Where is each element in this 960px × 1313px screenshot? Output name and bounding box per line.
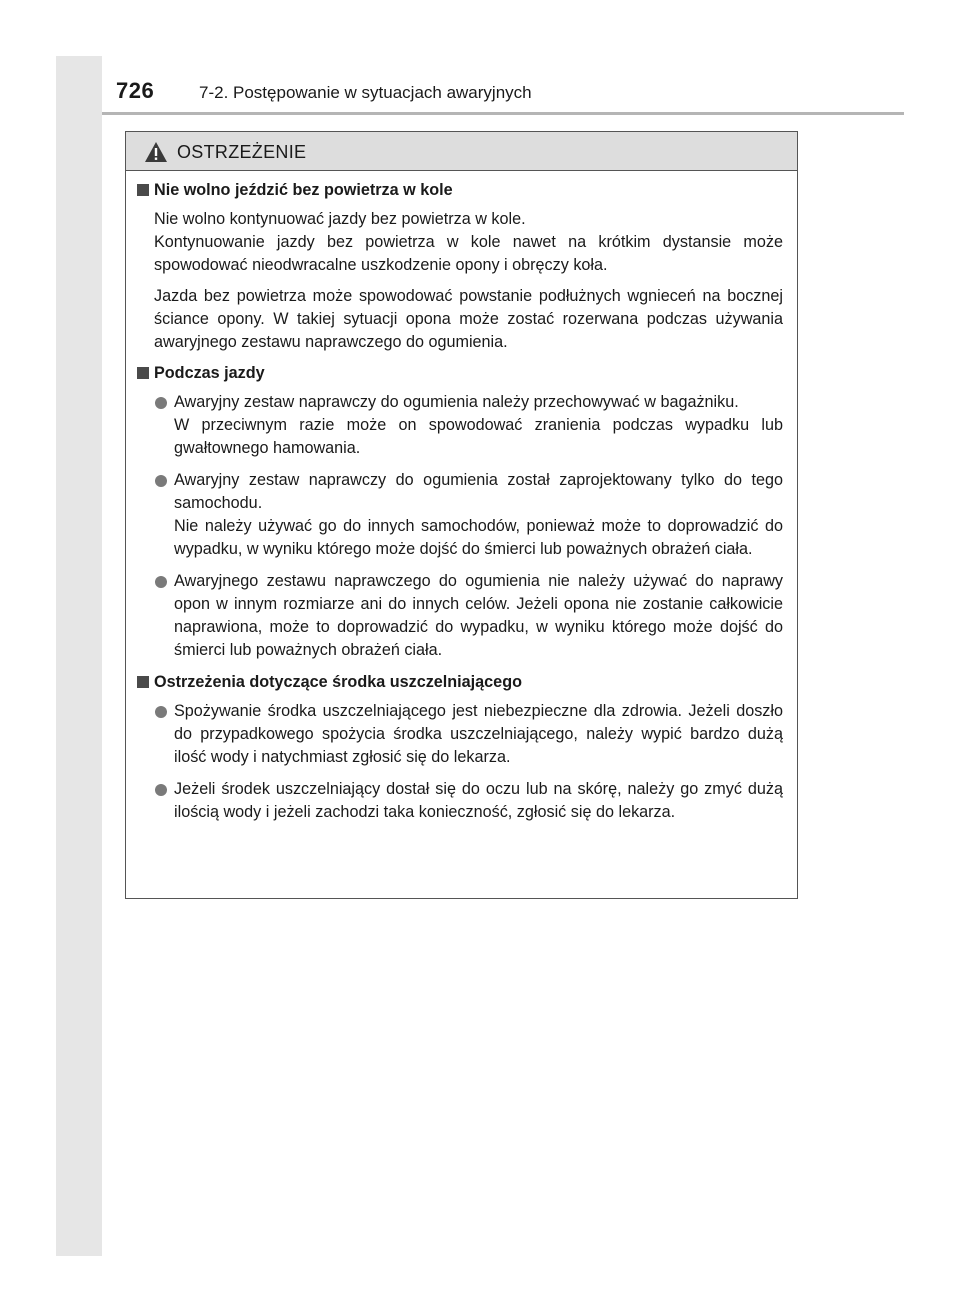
square-bullet-icon — [137, 676, 149, 688]
circle-bullet-icon — [155, 706, 167, 718]
warning-section — [134, 362, 783, 662]
warning-box — [125, 131, 798, 899]
square-bullet-icon — [137, 184, 149, 196]
item-line: Nie należy używać go do innych samochodów, ponieważ może to doprowadzić do wypadku, w wyniku którego może dojść do śmierci lub poważnych obrażeń ciała. — [174, 517, 783, 558]
square-bullet-icon — [137, 367, 149, 379]
paragraph — [134, 208, 783, 277]
paragraph-line: Nie wolno kontynuować jazdy bez powietrza w kole. — [154, 210, 526, 228]
header-rule — [102, 112, 904, 115]
paragraph — [134, 285, 783, 354]
page-header — [102, 56, 904, 114]
list-item — [134, 778, 783, 824]
circle-bullet-icon — [155, 784, 167, 796]
warning-triangle-icon — [144, 141, 168, 163]
section-heading: Podczas jazdy — [134, 362, 783, 385]
side-strip — [56, 56, 102, 1256]
item-line: Awaryjny zestaw naprawczy do ogumienia został zaprojektowany tylko do tego samochodu. — [174, 471, 783, 512]
section-heading: Nie wolno jeździć bez powietrza w kole — [134, 179, 783, 202]
list-item — [134, 570, 783, 662]
paragraph-line: Kontynuowanie jazdy bez powietrza w kole nawet na krótkim dystansie może spowodować nieodwracalne uszkodzenie opony i obręczy koła. — [154, 233, 783, 274]
item-line: Awaryjny zestaw naprawczy do ogumienia należy przechowywać w bagażniku. — [174, 393, 739, 411]
list-item — [134, 469, 783, 561]
section-heading: Ostrzeżenia dotyczące środka uszczelniającego — [134, 671, 783, 694]
circle-bullet-icon — [155, 475, 167, 487]
section-title: 7-2. Postępowanie w sytuacjach awaryjnych — [199, 83, 532, 102]
warning-header — [126, 132, 797, 171]
paragraph-line: Jazda bez powietrza może spowodować powstanie podłużnych wgnieceń na bocznej ściance opony. W takiej sytuacji opona może zostać rozerwana podczas używania awaryjnego zestawu naprawczego do ogumienia. — [154, 287, 783, 351]
list-item — [134, 391, 783, 460]
page-number: 726 — [116, 78, 155, 103]
circle-bullet-icon — [155, 397, 167, 409]
item-line: Jeżeli środek uszczelniający dostał się do oczu lub na skórę, należy go zmyć dużą ilością wody i jeżeli zachodzi taka konieczność, zgłosić się do lekarza. — [174, 780, 783, 821]
warning-section — [134, 179, 783, 354]
warning-title: OSTRZEŻENIE — [177, 142, 307, 162]
item-line: Spożywanie środka uszczelniającego jest niebezpieczne dla zdrowia. Jeżeli doszło do przypadkowego spożycia środka uszczelniającego, należy wypić bardzo dużą ilość wody i natychmiast zgłosić się do lekarza. — [174, 702, 783, 766]
warning-content — [126, 171, 797, 824]
circle-bullet-icon — [155, 576, 167, 588]
list-item — [134, 700, 783, 769]
item-line: W przeciwnym razie może on spowodować zranienia podczas wypadku lub gwałtownego hamowania. — [174, 416, 783, 457]
item-line: Awaryjnego zestawu naprawczego do ogumienia nie należy używać do naprawy opon w innym rozmiarze ani do innych celów. Jeżeli opona nie zostanie całkowicie naprawiona, może to doprowadzić do wypadku, w wyniku którego może dojść do śmierci lub poważnych obrażeń ciała. — [174, 572, 783, 659]
warning-section — [134, 671, 783, 824]
